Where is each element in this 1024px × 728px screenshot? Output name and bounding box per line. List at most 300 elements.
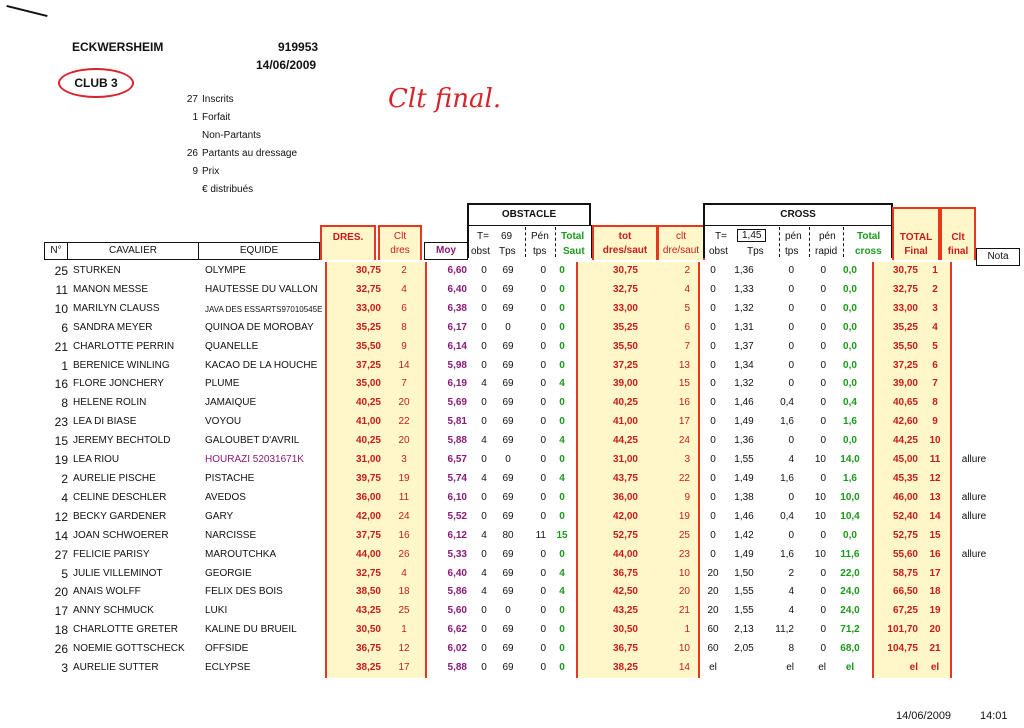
- obstacle-time-penalty: 0: [540, 283, 546, 295]
- cross-total: 1,6: [843, 416, 857, 428]
- jump-total: 0: [559, 359, 565, 371]
- dressage-rank: 12: [383, 640, 426, 659]
- average-score: 5,74: [447, 472, 467, 484]
- final-total: 104,75: [873, 640, 920, 659]
- rider-name: JEREMY BECHTOLD: [73, 435, 171, 447]
- rider-number: 1: [61, 358, 68, 373]
- note: [951, 338, 996, 357]
- average-score: 6,12: [447, 529, 467, 541]
- dressage-score: 32,75: [326, 281, 383, 300]
- jump-total: 4: [559, 472, 565, 484]
- average-score: 6,57: [447, 454, 467, 466]
- obstacle-time: 69: [502, 283, 514, 295]
- dressage-jump-rank: 21: [640, 602, 699, 621]
- competition-date: 14/06/2009: [256, 58, 317, 72]
- dressage-jump-total: 36,75: [577, 640, 640, 659]
- cross-speed-penalty: 0: [820, 340, 826, 352]
- dressage-jump-total: 33,00: [577, 300, 640, 319]
- note: [951, 659, 996, 678]
- dressage-rank: 20: [383, 394, 426, 413]
- cross-total: 10,0: [840, 491, 860, 503]
- dressage-jump-rank: 14: [640, 659, 699, 678]
- dressage-jump-rank: 3: [640, 451, 699, 470]
- rider-name: ANAIS WOLFF: [73, 586, 141, 598]
- cross-faults: 0: [710, 548, 716, 560]
- club-label: CLUB 3: [58, 68, 134, 98]
- col-clt-final-header: Clt final: [940, 207, 976, 260]
- average-score: 6,40: [447, 567, 467, 579]
- obstacle-faults: 0: [481, 397, 487, 409]
- dressage-score: 37,75: [326, 527, 383, 546]
- obstacle-time-penalty: 0: [540, 567, 546, 579]
- cross-time-penalty: 0: [788, 340, 794, 352]
- note: [951, 432, 996, 451]
- stat-line: € distribués: [202, 184, 254, 195]
- cross-speed-penalty: 0: [820, 378, 826, 390]
- dressage-jump-total: 36,00: [577, 489, 640, 508]
- horse-name: GARY: [205, 510, 234, 522]
- final-rank: 16: [920, 546, 951, 565]
- table-row: [44, 508, 996, 527]
- final-total: 35,50: [873, 338, 920, 357]
- dressage-jump-rank: 16: [640, 394, 699, 413]
- cross-time: 1,36: [734, 265, 754, 276]
- rider-name: STURKEN: [73, 265, 121, 276]
- dressage-score: 35,25: [326, 319, 383, 338]
- cross-speed-penalty: 0: [820, 416, 826, 428]
- dressage-jump-total: 43,75: [577, 470, 640, 489]
- obstacle-time: 69: [502, 302, 514, 314]
- cross-speed-penalty: 0: [820, 265, 826, 276]
- dressage-score: 37,25: [326, 357, 383, 376]
- rider-name: LEA DI BIASE: [73, 416, 137, 428]
- rider-number: 6: [61, 320, 68, 335]
- cross-time: 1,55: [734, 605, 754, 617]
- rider-name: CHARLOTTE PERRIN: [73, 340, 175, 352]
- obstacle-time-penalty: 0: [540, 321, 546, 333]
- rider-name: JULIE VILLEMINOT: [73, 567, 163, 579]
- col-clt-ds-header: clt dre/saut: [657, 225, 705, 260]
- dressage-rank: 7: [383, 375, 426, 394]
- cross-total: 0,4: [843, 397, 857, 409]
- final-total: 67,25: [873, 602, 920, 621]
- scan-mark: [6, 5, 47, 17]
- rider-number: 5: [61, 566, 68, 581]
- obstacle-time: 69: [502, 265, 514, 276]
- obstacle-time-penalty: 11: [535, 529, 546, 541]
- cross-speed-penalty: 0: [820, 321, 826, 333]
- dressage-score: 38,25: [326, 659, 383, 678]
- cross-total: 10,4: [840, 510, 860, 522]
- cross-speed-penalty: 0: [820, 302, 826, 314]
- rider-number: 3: [61, 661, 68, 676]
- obstacle-faults: 0: [481, 359, 487, 371]
- horse-name: NARCISSE: [205, 529, 257, 541]
- final-total: 44,25: [873, 432, 920, 451]
- dressage-jump-rank: 25: [640, 527, 699, 546]
- obstacle-faults: 4: [481, 378, 487, 390]
- note: [951, 621, 996, 640]
- obstacle-time-penalty: 0: [540, 265, 546, 276]
- cross-total: 11,6: [840, 548, 860, 560]
- final-rank: 10: [920, 432, 951, 451]
- dressage-rank: 25: [383, 602, 426, 621]
- cross-speed-penalty: 0: [820, 283, 826, 295]
- final-rank: 17: [920, 565, 951, 584]
- jump-total: 0: [559, 510, 565, 522]
- rider-number: 15: [54, 434, 68, 449]
- rider-number: 11: [55, 282, 68, 297]
- cross-speed-penalty: 0: [820, 624, 826, 636]
- obstacle-time: 69: [502, 340, 514, 352]
- table-row: [44, 432, 996, 451]
- cross-faults: 0: [710, 378, 716, 390]
- col-cavalier-header: CAVALIER: [67, 242, 199, 260]
- average-score: 5,33: [447, 548, 467, 560]
- obstacle-time: 0: [505, 605, 511, 617]
- table-row: [44, 451, 996, 470]
- table-row: [44, 621, 996, 640]
- cross-total: 1,6: [843, 472, 857, 484]
- dressage-jump-rank: 15: [640, 375, 699, 394]
- cross-faults: 0: [710, 491, 716, 503]
- rider-name: CELINE DESCHLER: [73, 491, 167, 503]
- final-total: 40,65: [873, 394, 920, 413]
- cross-time: 2,05: [734, 643, 754, 655]
- dressage-rank: 19: [383, 470, 426, 489]
- cross-time: 1,38: [734, 491, 754, 503]
- dressage-rank: 11: [383, 489, 426, 508]
- final-total: 58,75: [873, 565, 920, 584]
- dressage-score: 35,00: [326, 375, 383, 394]
- rider-number: 19: [54, 453, 68, 468]
- dressage-score: 31,00: [326, 451, 383, 470]
- final-rank: 7: [920, 375, 951, 394]
- horse-name: OFFSIDE: [205, 643, 249, 655]
- average-score: 5,52: [447, 510, 467, 522]
- cross-faults: 0: [710, 529, 716, 541]
- dressage-jump-total: 35,25: [577, 319, 640, 338]
- average-score: 6,19: [447, 378, 467, 390]
- cross-faults: 0: [710, 321, 716, 333]
- col-total-final-header: TOTAL Final: [892, 207, 940, 260]
- cross-time-penalty: 0,4: [780, 510, 794, 522]
- table-row: [44, 357, 996, 376]
- final-rank: 11: [920, 451, 951, 470]
- cross-speed-penalty: 10: [814, 454, 826, 466]
- obstacle-faults: 0: [481, 321, 487, 333]
- obstacle-faults: 0: [481, 491, 487, 503]
- horse-name: LUKI: [205, 605, 228, 617]
- cross-faults: 0: [710, 454, 716, 466]
- rider-number: 2: [61, 471, 68, 486]
- final-rank: 4: [920, 319, 951, 338]
- table-row: [44, 413, 996, 432]
- average-score: 6,14: [447, 340, 467, 352]
- obstacle-time: 69: [502, 548, 514, 560]
- cross-time-penalty: 4: [788, 605, 794, 617]
- obstacle-time: 69: [502, 416, 514, 428]
- jump-total: 0: [559, 662, 565, 674]
- table-row: [44, 489, 996, 508]
- jump-total: 4: [559, 586, 565, 598]
- cross-total: 0,0: [843, 378, 857, 390]
- obstacle-faults: 0: [481, 643, 487, 655]
- average-score: 6,10: [447, 491, 467, 503]
- rider-number: 18: [54, 623, 68, 638]
- table-row: [44, 640, 996, 659]
- dressage-jump-total: 32,75: [577, 281, 640, 300]
- jump-total: 0: [559, 340, 565, 352]
- rider-name: LEA RIOU: [73, 454, 120, 466]
- final-rank: 18: [920, 583, 951, 602]
- horse-name: JAMAIQUE: [205, 397, 257, 409]
- dressage-jump-rank: 9: [640, 489, 699, 508]
- cross-time: 1,46: [734, 397, 754, 409]
- cross-faults: 0: [710, 283, 716, 295]
- horse-name: FELIX DES BOIS: [205, 586, 283, 598]
- rider-number: 17: [54, 604, 68, 619]
- obstacle-faults: 0: [481, 265, 487, 276]
- col-clt-dres-header: Clt dres: [378, 225, 422, 260]
- dressage-score: 40,25: [326, 394, 383, 413]
- cross-total: 0,0: [843, 435, 857, 447]
- note: allure: [961, 510, 987, 522]
- cross-time-penalty: 0: [788, 283, 794, 295]
- dressage-jump-rank: 5: [640, 300, 699, 319]
- table-row: [44, 262, 996, 281]
- cross-time: 1,33: [734, 283, 754, 295]
- obstacle-time-penalty: 0: [540, 454, 546, 466]
- obstacle-time-penalty: 0: [540, 416, 546, 428]
- obstacle-faults: 4: [481, 529, 487, 541]
- rider-number: 16: [54, 377, 68, 392]
- cross-faults: 0: [710, 510, 716, 522]
- cross-time: 1,55: [734, 586, 754, 598]
- rider-name: MARILYN CLAUSS: [73, 302, 160, 314]
- cross-faults: 0: [710, 359, 716, 371]
- cross-total: 22,0: [840, 567, 860, 579]
- final-rank: 15: [920, 527, 951, 546]
- col-moy-header: Moy: [424, 242, 468, 260]
- cross-time: 1,49: [734, 548, 754, 560]
- stat-line: 1 Forfait: [192, 112, 231, 123]
- dressage-jump-total: 40,25: [577, 394, 640, 413]
- stat-line: 26 Partants au dressage: [186, 148, 298, 159]
- dressage-jump-rank: 22: [640, 470, 699, 489]
- cross-subheader: T= 1,45 pén pén Total obst Tps tps rapid cross: [703, 225, 893, 258]
- cross-faults: 0: [710, 416, 716, 428]
- final-total: 52,40: [873, 508, 920, 527]
- rider-name: FLORE JONCHERY: [73, 378, 164, 390]
- obstacle-time-penalty: 0: [540, 510, 546, 522]
- average-score: 6,17: [447, 321, 467, 333]
- average-score: 5,88: [447, 662, 467, 674]
- final-rank: 12: [920, 470, 951, 489]
- note: allure: [961, 454, 987, 466]
- cross-speed-penalty: 0: [820, 359, 826, 371]
- table-row: [44, 338, 996, 357]
- cross-speed-penalty: 10: [814, 510, 826, 522]
- horse-name: HOURAZI 52031671K: [205, 454, 304, 466]
- final-total: 37,25: [873, 357, 920, 376]
- dressage-score: 36,75: [326, 640, 383, 659]
- note: [951, 262, 996, 281]
- cross-time: 1,32: [734, 302, 754, 314]
- dressage-jump-total: 30,50: [577, 621, 640, 640]
- note: [951, 640, 996, 659]
- dressage-jump-rank: 4: [640, 281, 699, 300]
- dressage-jump-total: 39,00: [577, 375, 640, 394]
- dressage-jump-total: 43,25: [577, 602, 640, 621]
- rider-number: 10: [54, 301, 68, 316]
- obstacle-faults: 0: [481, 548, 487, 560]
- cross-faults: 0: [710, 302, 716, 314]
- table-row: [44, 602, 996, 621]
- obstacle-time-penalty: 0: [540, 472, 546, 484]
- cross-time: 1,49: [734, 472, 754, 484]
- obstacle-faults: 4: [481, 567, 487, 579]
- obstacle-time: 69: [502, 624, 514, 636]
- cross-time: 1,49: [734, 416, 754, 428]
- dressage-jump-rank: 23: [640, 546, 699, 565]
- cross-header: CROSS: [703, 203, 893, 226]
- results-table: [44, 262, 996, 678]
- obstacle-faults: 0: [481, 605, 487, 617]
- jump-total: 0: [559, 643, 565, 655]
- rider-name: ANNY SCHMUCK: [73, 605, 154, 617]
- cross-total: 0,0: [843, 283, 857, 295]
- cross-faults: 0: [710, 397, 716, 409]
- obstacle-time: 69: [502, 397, 514, 409]
- rider-name: MANON MESSE: [73, 283, 149, 295]
- dressage-jump-total: 30,75: [577, 262, 640, 281]
- obstacle-time-penalty: 0: [540, 548, 546, 560]
- cross-faults: 20: [707, 605, 719, 617]
- average-score: 5,60: [447, 605, 467, 617]
- obstacle-faults: 4: [481, 435, 487, 447]
- jump-total: 0: [559, 491, 565, 503]
- horse-name: ECLYPSE: [205, 662, 251, 674]
- cross-faults: 20: [707, 567, 719, 579]
- cross-time: 1,37: [734, 340, 754, 352]
- cross-speed-penalty: 0: [820, 643, 826, 655]
- dressage-jump-rank: 20: [640, 583, 699, 602]
- dressage-jump-rank: 24: [640, 432, 699, 451]
- final-rank: 19: [920, 602, 951, 621]
- final-rank: el: [920, 659, 951, 678]
- final-total: 35,25: [873, 319, 920, 338]
- jump-total: 0: [559, 265, 565, 276]
- cross-faults: 60: [707, 624, 719, 636]
- average-score: 5,81: [447, 416, 467, 428]
- cross-faults: 0: [710, 435, 716, 447]
- obstacle-time: 0: [505, 454, 511, 466]
- horse-name: VOYOU: [205, 416, 242, 428]
- dressage-score: 30,75: [326, 262, 383, 281]
- rider-name: NOEMIE GOTTSCHECK: [73, 643, 185, 655]
- col-dres-header: DRES.: [320, 225, 376, 260]
- average-score: 6,02: [447, 643, 467, 655]
- rider-number: 20: [54, 585, 68, 600]
- note: [951, 300, 996, 319]
- cross-time-penalty: 0: [788, 302, 794, 314]
- rider-name: AURELIE SUTTER: [73, 662, 159, 674]
- note: allure: [961, 491, 987, 503]
- obstacle-time: 69: [502, 567, 514, 579]
- final-total: 66,50: [873, 583, 920, 602]
- cross-time-penalty: 0: [788, 265, 794, 276]
- dressage-score: 38,50: [326, 583, 383, 602]
- note: [951, 565, 996, 584]
- table-row: [44, 375, 996, 394]
- jump-total: 4: [559, 435, 565, 447]
- cross-time: 1,31: [734, 321, 754, 333]
- final-rank: 3: [920, 300, 951, 319]
- cross-speed-penalty: 0: [820, 586, 826, 598]
- average-score: 6,62: [447, 624, 467, 636]
- cross-time-penalty: 0: [788, 529, 794, 541]
- final-total: 33,00: [873, 300, 920, 319]
- cross-time: 1,50: [734, 567, 754, 579]
- cross-total: 0,0: [843, 265, 857, 276]
- stat-line: 27 Inscrits: [186, 94, 234, 105]
- rider-name: HELENE ROLIN: [73, 397, 147, 409]
- obstacle-time: 69: [502, 472, 514, 484]
- cross-faults: 0: [710, 472, 716, 484]
- cross-total: 24,0: [840, 586, 860, 598]
- jump-total: 0: [559, 624, 565, 636]
- obstacle-header: OBSTACLE: [467, 203, 591, 226]
- obstacle-time-penalty: 0: [540, 378, 546, 390]
- cross-total: 14,0: [840, 454, 860, 466]
- note: [951, 583, 996, 602]
- cross-time: 1,46: [734, 510, 754, 522]
- rider-number: 23: [54, 415, 68, 430]
- final-total: 52,75: [873, 527, 920, 546]
- final-rank: 1: [920, 262, 951, 281]
- final-rank: 21: [920, 640, 951, 659]
- cross-faults: 0: [710, 265, 716, 276]
- cross-speed-penalty: 0: [820, 397, 826, 409]
- dressage-score: 32,75: [326, 565, 383, 584]
- dressage-rank: 1: [383, 621, 426, 640]
- cross-time-penalty: 0,4: [780, 397, 794, 409]
- rider-name: AURELIE PISCHE: [73, 472, 156, 484]
- final-total: 30,75: [873, 262, 920, 281]
- obstacle-time-penalty: 0: [540, 586, 546, 598]
- rider-number: 26: [54, 642, 68, 657]
- dressage-rank: 2: [383, 262, 426, 281]
- cross-total: 0,0: [843, 321, 857, 333]
- cross-time: 1,36: [734, 435, 754, 447]
- col-nota-header: Nota: [976, 248, 1020, 266]
- handwritten-annotation: Clt final.: [388, 84, 502, 114]
- dressage-jump-total: 35,50: [577, 338, 640, 357]
- dressage-rank: 18: [383, 583, 426, 602]
- note: [951, 527, 996, 546]
- average-score: 5,98: [447, 359, 467, 371]
- obstacle-time-penalty: 0: [540, 340, 546, 352]
- horse-name: PLUME: [205, 378, 240, 390]
- final-rank: 8: [920, 394, 951, 413]
- note: [951, 394, 996, 413]
- cross-speed-penalty: 0: [820, 435, 826, 447]
- rider-name: CHARLOTTE GRETER: [73, 624, 179, 636]
- dressage-rank: 20: [383, 432, 426, 451]
- rider-name: FELICIE PARISY: [73, 548, 150, 560]
- table-row: [44, 300, 996, 319]
